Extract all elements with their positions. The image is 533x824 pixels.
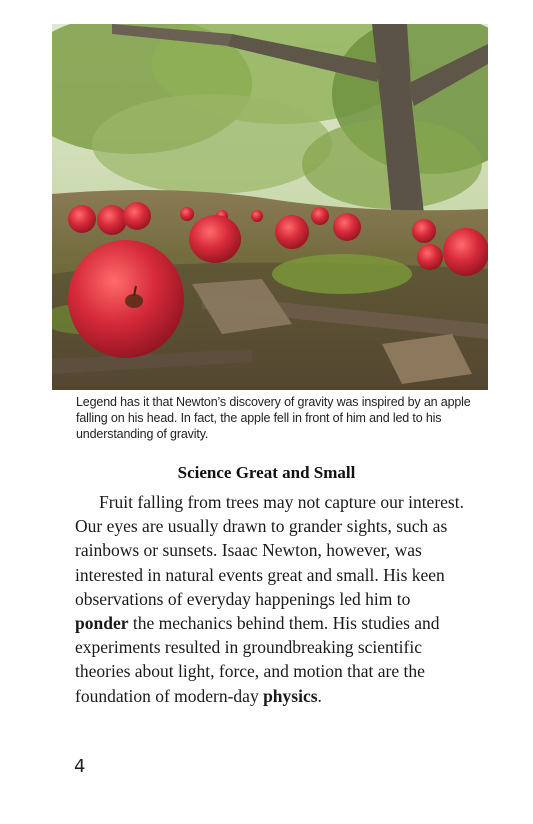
page-number: 4 — [74, 756, 86, 777]
paragraph-part-1: Fruit falling from trees may not capture our interest. Our eyes are usually drawn to grander sights, such as rainbows or sunsets. Isaac Newton, however, was interested in natural events great and small. His keen observations of everyday happenings led him to — [75, 492, 464, 609]
section-heading: Science Great and Small — [177, 463, 356, 482]
vocabulary-term-ponder: ponder — [75, 613, 129, 634]
vocabulary-term-physics: physics — [263, 685, 318, 706]
paragraph-part-3: . — [317, 685, 322, 706]
body-paragraph — [75, 490, 465, 708]
paragraph-part-2: the mechanics behind them. His studies and experiments resulted in groundbreaking scientific theories about light, force, and motion that are the foundation of modern-day — [75, 613, 440, 706]
apples-photo — [52, 24, 488, 390]
apples-under-tree-illustration — [52, 24, 488, 390]
photo-caption: Legend has it that Newton’s discovery of gravity was inspired by an apple falling on his head. In fact, the apple fell in front of him and led to his understanding of gravity. — [76, 395, 471, 441]
